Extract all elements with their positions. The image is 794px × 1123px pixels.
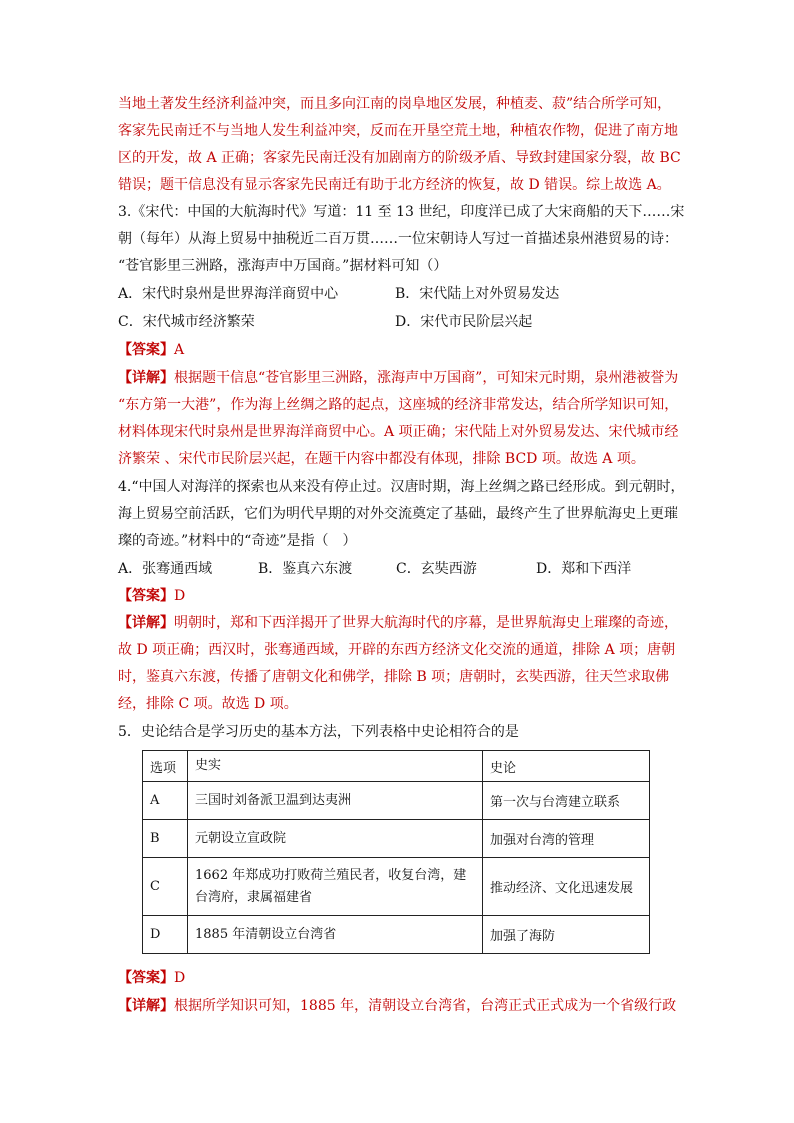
q3-stem-line-2: 朝（每年）从海上贸易中抽税近二百万贯……一位宋朝诗人写过一首描述泉州港贸易的诗： <box>118 231 678 247</box>
q3-option-c: C．宋代城市经济繁荣 <box>118 314 255 330</box>
q5-analysis-line-1 <box>118 996 676 1016</box>
table-row <box>143 820 650 858</box>
q2-analysis-line-1: 当地土著发生经济利益冲突，而且多向江南的岗阜地区发展，种植麦、菽”结合所学可知， <box>118 96 672 112</box>
answer-value: D <box>174 970 186 986</box>
q3-analysis-line-3: 材料体现宋代时泉州是世界海洋商贸中心。A 项正确；宋代陆上对外贸易发达、宋代城市经 <box>118 424 679 440</box>
q3-option-d: D．宋代市民阶层兴起 <box>395 314 533 330</box>
table-cell: 第一次与台湾建立联系 <box>483 782 650 820</box>
q4-stem-line-2: 海上贸易空前活跃，它们为明代早期的对外交流奠定了基础，最终产生了世界航海史上更璀 <box>118 506 678 522</box>
table-cell: 加强了海防 <box>483 916 650 954</box>
q4-stem-line-3: 璨的奇迹。”材料中的“奇迹”是指（ ） <box>118 533 357 549</box>
answer-label: 【答案】 <box>118 588 174 604</box>
table-cell: 1662 年郑成功打败荷兰殖民者，收复台湾，建台湾府，隶属福建省 <box>188 858 483 916</box>
q2-analysis-line-4: 错误；题干信息没有显示客家先民南迁有助于北方经济的恢复，故 D 错误。综上故选 A。 <box>118 177 671 193</box>
table-cell: D <box>143 916 188 954</box>
table-header-cell: 选项 <box>143 751 188 782</box>
table-header-row <box>143 751 650 782</box>
table-header-cell: 史实 <box>188 751 483 782</box>
answer-value: D <box>174 588 186 604</box>
table-row <box>143 858 650 916</box>
table-cell: 三国时刘备派卫温到达夷洲 <box>188 782 483 820</box>
table-row <box>143 916 650 954</box>
table-cell: 元朝设立宣政院 <box>188 820 483 858</box>
q4-analysis-line-3: 时，鉴真六东渡，传播了唐朝文化和佛学，排除 B 项；唐朝时，玄奘西游，往天竺求取佛 <box>118 669 670 685</box>
analysis-label: 【详解】 <box>118 615 174 631</box>
analysis-text: 明朝时，郑和下西洋揭开了世界大航海时代的序幕，是世界航海史上璀璨的奇迹， <box>174 615 678 631</box>
answer-value: A <box>174 342 185 358</box>
table-cell: 推动经济、文化迅速发展 <box>483 858 650 916</box>
q4-analysis-line-4: 经，排除 C 项。故选 D 项。 <box>118 696 298 712</box>
q3-analysis-line-2: “东方第一大港”，作为海上丝绸之路的起点，这座城的经济非常发达，结合所学知识可知， <box>118 397 679 413</box>
q3-stem-line-1: 3.《宋代：中国的大航海时代》写道：11 至 13 世纪，印度洋已成了大宋商船的天下……宋 <box>118 204 685 220</box>
table-cell: C <box>143 858 188 916</box>
q2-analysis-line-2: 客家先民南迁不与当地人发生利益冲突，反而在开垦空荒土地，种植农作物，促进了南方地 <box>118 123 678 139</box>
q3-analysis-line-1 <box>118 368 678 388</box>
answer-label: 【答案】 <box>118 342 174 358</box>
q4-stem-line-1: 4.“中国人对海洋的探索也从来没有停止过。汉唐时期，海上丝绸之路已经形成。到元朝时， <box>118 479 685 495</box>
q5-table <box>142 750 650 954</box>
q3-answer <box>118 340 184 360</box>
q3-stem-line-3: “苍官影里三洲路，涨海声中万国商。”据材料可知（） <box>118 258 448 274</box>
analysis-label: 【详解】 <box>118 998 174 1014</box>
q3-option-b: B．宋代陆上对外贸易发达 <box>395 286 560 302</box>
q3-option-a: A．宋代时泉州是世界海洋商贸中心 <box>118 286 339 302</box>
table-cell: 1885 年清朝设立台湾省 <box>188 916 483 954</box>
q4-analysis-line-1 <box>118 613 678 633</box>
q4-option-b: B．鉴真六东渡 <box>258 561 353 577</box>
q2-analysis-line-3: 区的开发，故 A 正确；客家先民南迁没有加剧南方的阶级矛盾、导致封建国家分裂，故 BC <box>118 150 681 166</box>
q5-answer <box>118 968 185 988</box>
q4-option-c: C．玄奘西游 <box>396 561 477 577</box>
table-header-cell: 史论 <box>483 751 650 782</box>
table-row <box>143 782 650 820</box>
q3-analysis-line-4: 济繁荣 、宋代市民阶层兴起，在题干内容中都没有体现，排除 BCD 项。故选 A 项。 <box>118 451 645 467</box>
analysis-label: 【详解】 <box>118 370 174 386</box>
table-cell: 加强对台湾的管理 <box>483 820 650 858</box>
q5-stem: 5．史论结合是学习历史的基本方法，下列表格中史论相符合的是 <box>118 724 519 740</box>
q4-option-a: A．张骞通西域 <box>118 561 213 577</box>
analysis-text: 根据所学知识可知，1885 年，清朝设立台湾省，台湾正式正式成为一个省级行政 <box>174 998 677 1014</box>
answer-label: 【答案】 <box>118 970 174 986</box>
analysis-text: 根据题干信息“苍官影里三洲路，涨海声中万国商”，可知宋元时期，泉州港被誉为 <box>174 370 679 386</box>
table-cell: A <box>143 782 188 820</box>
table-cell: B <box>143 820 188 858</box>
q4-analysis-line-2: 故 D 项正确；西汉时，张骞通西域，开辟的东西方经济文化交流的通道，排除 A 项；唐朝 <box>118 642 676 658</box>
q4-option-d: D．郑和下西洋 <box>536 561 632 577</box>
q4-answer <box>118 586 185 606</box>
